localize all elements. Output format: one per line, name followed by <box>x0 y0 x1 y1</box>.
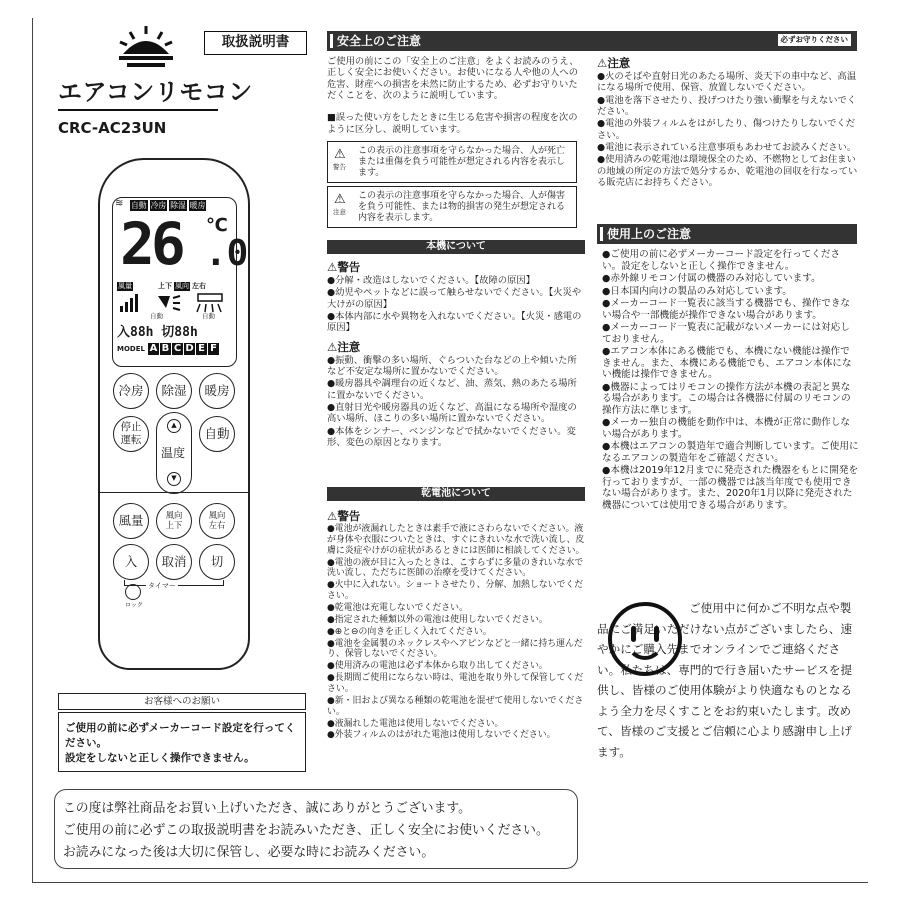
lcd-model-letter: E <box>196 343 207 355</box>
lcd-vane-row <box>158 282 206 291</box>
caution-legend-text: この表示の注意事項を守らなかった場合、人が傷害を負う可能性、または物的損害の発生が想定される内容を表示します。 <box>358 191 566 223</box>
lcd-temperature: 26 <box>120 210 182 278</box>
title-underline <box>58 109 218 111</box>
temp-label: 温度 <box>161 446 186 460</box>
thanks-line: お読みになった後は大切に保管し、必要な時にお読みください。 <box>63 845 435 860</box>
stop-run-button[interactable] <box>113 416 149 452</box>
usage-title: 使用上のご注意 <box>607 227 692 241</box>
vane-updown-button[interactable] <box>156 503 192 539</box>
temp-up-button[interactable]: ▲ <box>167 419 181 433</box>
btn-line: 停止 <box>120 421 142 433</box>
warning-triangle-icon: ⚠ <box>334 147 346 162</box>
battery-caution-item: ●火のそばや直射日光のあたる場所、炎天下の車中など、高温になる場所で使用、保管、放置しないでください。 <box>597 71 857 94</box>
dry-button[interactable]: 除湿 <box>156 373 192 409</box>
unit-section-body <box>327 260 585 449</box>
battery-warning-item: ●電池を金属製のネックレスやヘアピンなどと一緒に持ち運んだり、保管しないでください。 <box>327 638 583 660</box>
lcd-model-letter: C <box>173 343 182 354</box>
usage-item: ●日本国内向けの製品のみ対応しています。 <box>602 285 792 297</box>
usage-item: ●ご使用の前に必ずメーカーコード設定を行ってください。設定をしないと正しく操作できません。 <box>602 249 841 272</box>
lcd-mode: 除湿 <box>170 201 186 210</box>
auto-button[interactable]: 自動 <box>199 416 235 452</box>
caution-heading: ⚠注意 <box>597 56 631 70</box>
warning-legend-label: 警告 <box>333 163 346 171</box>
battery-caution-item: ●電池に表示されている注意事項もあわせてお読みください。 <box>597 141 857 153</box>
usage-item: ●エアコン本体にある機能でも、本機にない機能は操作できません。また、本機にある機能でも、エアコン本体にない機能は操作できません。 <box>602 346 852 380</box>
usage-body <box>602 249 859 512</box>
caution-item: ●本体をシンナー、ベンジンなどで拭かないでください。変形、変色の原因となります。 <box>327 425 576 448</box>
battery-warning-item: ●液漏れした電池は使用しないでください。 <box>327 718 504 729</box>
vane-leftright-button[interactable] <box>199 503 235 539</box>
battery-warning-item: ●乾電池は充電しないでください。 <box>327 603 468 614</box>
battery-warning-item: ●新・旧および異なる種類の乾電池を混ぜて使用しないでください。 <box>327 695 584 717</box>
caution-triangle-icon: ⚠ <box>334 192 346 207</box>
battery-section-body <box>327 509 585 742</box>
caution-legend-label: 注意 <box>333 208 346 216</box>
lcd-model-letter: B <box>161 343 170 354</box>
remote-divider <box>100 492 248 493</box>
usage-item: ●メーカーコード一覧表に該当する機器でも、操作できない場合や一部機能が操作できない場合があります。 <box>602 298 851 321</box>
lcd-model-letter: A <box>149 343 158 354</box>
battery-warning-item: ●電池が液漏れしたときは素手で液にさわらないでください。液が身体や衣服についたときは、すぐにきれいな水で洗い流し、皮膚に炎症やけがの症状があるときには医師に相談してください。 <box>327 524 585 556</box>
lcd-model-letter: F <box>208 343 219 355</box>
lcd-model-label: MODEL <box>117 344 145 353</box>
unit-section-header: 本機について <box>327 240 585 254</box>
caution-heading-text: 注意 <box>337 339 361 354</box>
timer-off-button[interactable]: 切 <box>199 544 235 580</box>
msg-line: ご使用の前に必ずメーカーコード設定を行ってください。 <box>65 722 296 749</box>
thanks-line: この度は弊社商品をお買い上げいただき、誠にありがとうございます。 <box>63 801 471 816</box>
product-title: エアコンリモコン <box>58 78 253 106</box>
timer-label: タイマー <box>148 582 176 590</box>
page-border-bottom <box>32 882 868 883</box>
usage-item: ●本機は2019年12月までに発売された機器をもとに開発を行っておりますが、一部の機器では該当年度でも使用できない場合があります。また、2020年1月以降に発売された機器については使用できる場合があります。 <box>602 465 859 511</box>
battery-section-header: 乾電池について <box>327 487 585 501</box>
timer-cancel-button[interactable]: 取消 <box>156 544 192 580</box>
usage-item: ●赤外線リモコン付属の機器のみ対応しています。 <box>602 273 821 284</box>
warning-item: ●分解・改造はしないでください。【故障の原因】 <box>327 275 535 287</box>
btn-line: 上下 <box>165 520 183 530</box>
btn-line: 左右 <box>208 520 226 530</box>
battery-warning-item: ●指定された種類以外の電池は使用しないでください。 <box>327 614 548 625</box>
page-border-left <box>32 18 33 883</box>
lcd-mode: 自動 <box>131 201 147 210</box>
safety-intro <box>327 56 585 136</box>
lcd-fan-level-icon <box>118 292 228 314</box>
lcd-fan-row <box>117 282 133 291</box>
heat-button[interactable]: 暖房 <box>199 373 235 409</box>
lcd-decimal: .0 <box>205 233 249 274</box>
timer-on-button[interactable]: 入 <box>113 544 149 580</box>
battery-caution-item: ●電池を落下させたり、投げつけたり強い衝撃を与えないでください。 <box>597 94 857 117</box>
warning-item: ●幼児やペットなどに誤って触らせないでください。【火災や大けがの原因】 <box>327 287 582 310</box>
warning-item: ●本体内部に水や異物を入れないでください。【火災・感電の原因】 <box>327 311 582 334</box>
temp-down-button[interactable]: ▼ <box>167 472 181 486</box>
battery-caution-body <box>597 56 859 189</box>
btn-line: 運転 <box>120 434 142 446</box>
warning-legend-text: この表示の注意事項を守らなかった場合、人が死亡または重傷を負う可能性が想定される内容を表示します。 <box>358 146 566 178</box>
safety-header <box>327 31 857 51</box>
model-number: CRC-AC23UN <box>58 119 167 137</box>
lock-label: ロック <box>125 602 143 609</box>
lcd-timer: 入88h 切88h <box>117 325 198 340</box>
lcd-model-row <box>117 343 219 355</box>
sun-logo-icon <box>115 24 177 70</box>
usage-item: ●メーカーコード一覧表に記載がないメーカーには対応しておりません。 <box>602 322 850 345</box>
safety-note: ■誤った使い方をしたときに生じる危害や損害の程度を次のように区分し、説明しています。 <box>327 112 578 135</box>
cool-button[interactable]: 冷房 <box>113 373 149 409</box>
msg-line: 設定をしないと正しく操作できません。 <box>65 752 255 764</box>
usage-item: ●機器によってはリモコンの操作方法が本機の表記と異なる場合があります。この場合は各機器に付属のリモコンの操作方法に準じます。 <box>602 381 851 416</box>
lcd-auto-label: 自動 <box>202 312 215 320</box>
lcd-model-letter: D <box>185 343 194 354</box>
caution-heading: ⚠注意 <box>327 339 361 354</box>
caution-legend <box>327 186 577 228</box>
warning-heading: ⚠警告 <box>327 260 361 274</box>
signal-icon: ≋ <box>115 198 124 209</box>
thanks-line: ご使用の前に必ずこの取扱説明書をお読みいただき、正しく安全にお使いください。 <box>63 823 549 838</box>
usage-header <box>597 224 857 244</box>
manual-label: 取扱説明書 <box>204 31 307 55</box>
caution-item: ●直射日光や暖房器具の近くなど、高温になる場所や湿度の高い場所、ほこりの多い場所に置かないでください。 <box>327 401 577 425</box>
support-message: ご使用中に何かご不明な点や製品にご満足いただけない点がございましたら、速やかにご購入先までオンラインでご連絡ください。私たちは、専門的で行き届いたサービスを提供し、皆様のご使用体験がより快適なものとなるよう全力を尽くすことをお約束いたします。改めて、皆様のご支援とご信頼に心より感謝申し上げます。 <box>597 601 853 759</box>
lock-button[interactable] <box>125 584 141 600</box>
lcd-mode: 冷房 <box>150 201 167 210</box>
warning-heading-text: 警告 <box>337 260 361 274</box>
lcd-label: 風量 <box>118 282 132 290</box>
battery-warning-item: ●電池の液が目に入ったときは、こすらずに多量のきれいな水で洗い流し、ただちに医師の治療を受けてください。 <box>327 557 584 579</box>
lcd-label: 左右 <box>192 282 206 290</box>
battery-warning-item: ●⊕と⊖の向きを正しく入れてください。 <box>327 626 492 637</box>
caution-item: ●暖房器具や調理台の近くなど、油、蒸気、熱のあたる場所に置かないでください。 <box>327 378 577 401</box>
caution-item: ●振動、衝撃の多い場所、ぐらついた台などの上や傾いた所など不安定な場所に置かないでください。 <box>327 354 577 377</box>
btn-line: 風向 <box>208 510 226 520</box>
lcd-auto-label: 自動 <box>150 312 163 320</box>
usage-item: ●本機はエアコンの製造年で適合判断しています。ご使用になるエアコンの製造年をご確認ください。 <box>602 441 859 464</box>
lcd-label: 上下 <box>158 282 172 290</box>
warning-legend <box>327 141 577 183</box>
safety-title: 安全上のご注意 <box>337 34 422 48</box>
warning-heading-text: 警告 <box>337 509 361 523</box>
battery-caution-item: ●電池の外装フィルムをはがしたり、傷つけたりしないでください。 <box>597 118 856 141</box>
fan-speed-button[interactable]: 風量 <box>113 503 149 539</box>
battery-warning-item: ●使用済みの電池は必ず本体から取り出してください。 <box>327 661 548 672</box>
safety-intro-text: ご使用の前にこの「安全上のご注意」をよくお読みのうえ、正しく安全にお使いください。お使いになる人や他の人への危害、財産への損害を未然に防止するため、必ずお守りいただくことを、次のように説明しています。 <box>327 56 579 101</box>
btn-line: 風向 <box>165 510 183 520</box>
battery-warning-item: ●火中に入れない。ショートさせたり、分解、加熱しないでください。 <box>327 580 584 602</box>
customer-request-message <box>58 712 306 772</box>
battery-warning-item: ●長期間ご使用にならない時は、電池を取り外して保管してください。 <box>327 673 584 695</box>
lcd-unit: ℃ <box>206 215 228 236</box>
thank-you-box <box>54 789 578 869</box>
lcd-mode: 暖房 <box>189 201 206 210</box>
caution-heading-text: 注意 <box>607 56 631 70</box>
battery-caution-item: ●使用済みの乾電池は環境保全のため、不燃物としてお住まいの地域の所定の方法で処分するか、乾電池の回収を行なっている販売店にお持ちください。 <box>597 154 858 188</box>
usage-item: ●メーカー独自の機能を動作中は、本機が正常に動作しない場合があります。 <box>602 417 851 440</box>
must-observe-tag: 必ずお守りください <box>778 34 852 46</box>
warning-heading: ⚠警告 <box>327 509 361 523</box>
lcd-label: 風向 <box>175 282 189 290</box>
battery-warning-item: ●外装フィルムのはがれた電池は使用しないでください。 <box>327 730 556 741</box>
customer-request-title: お客様へのお願い <box>58 693 306 710</box>
